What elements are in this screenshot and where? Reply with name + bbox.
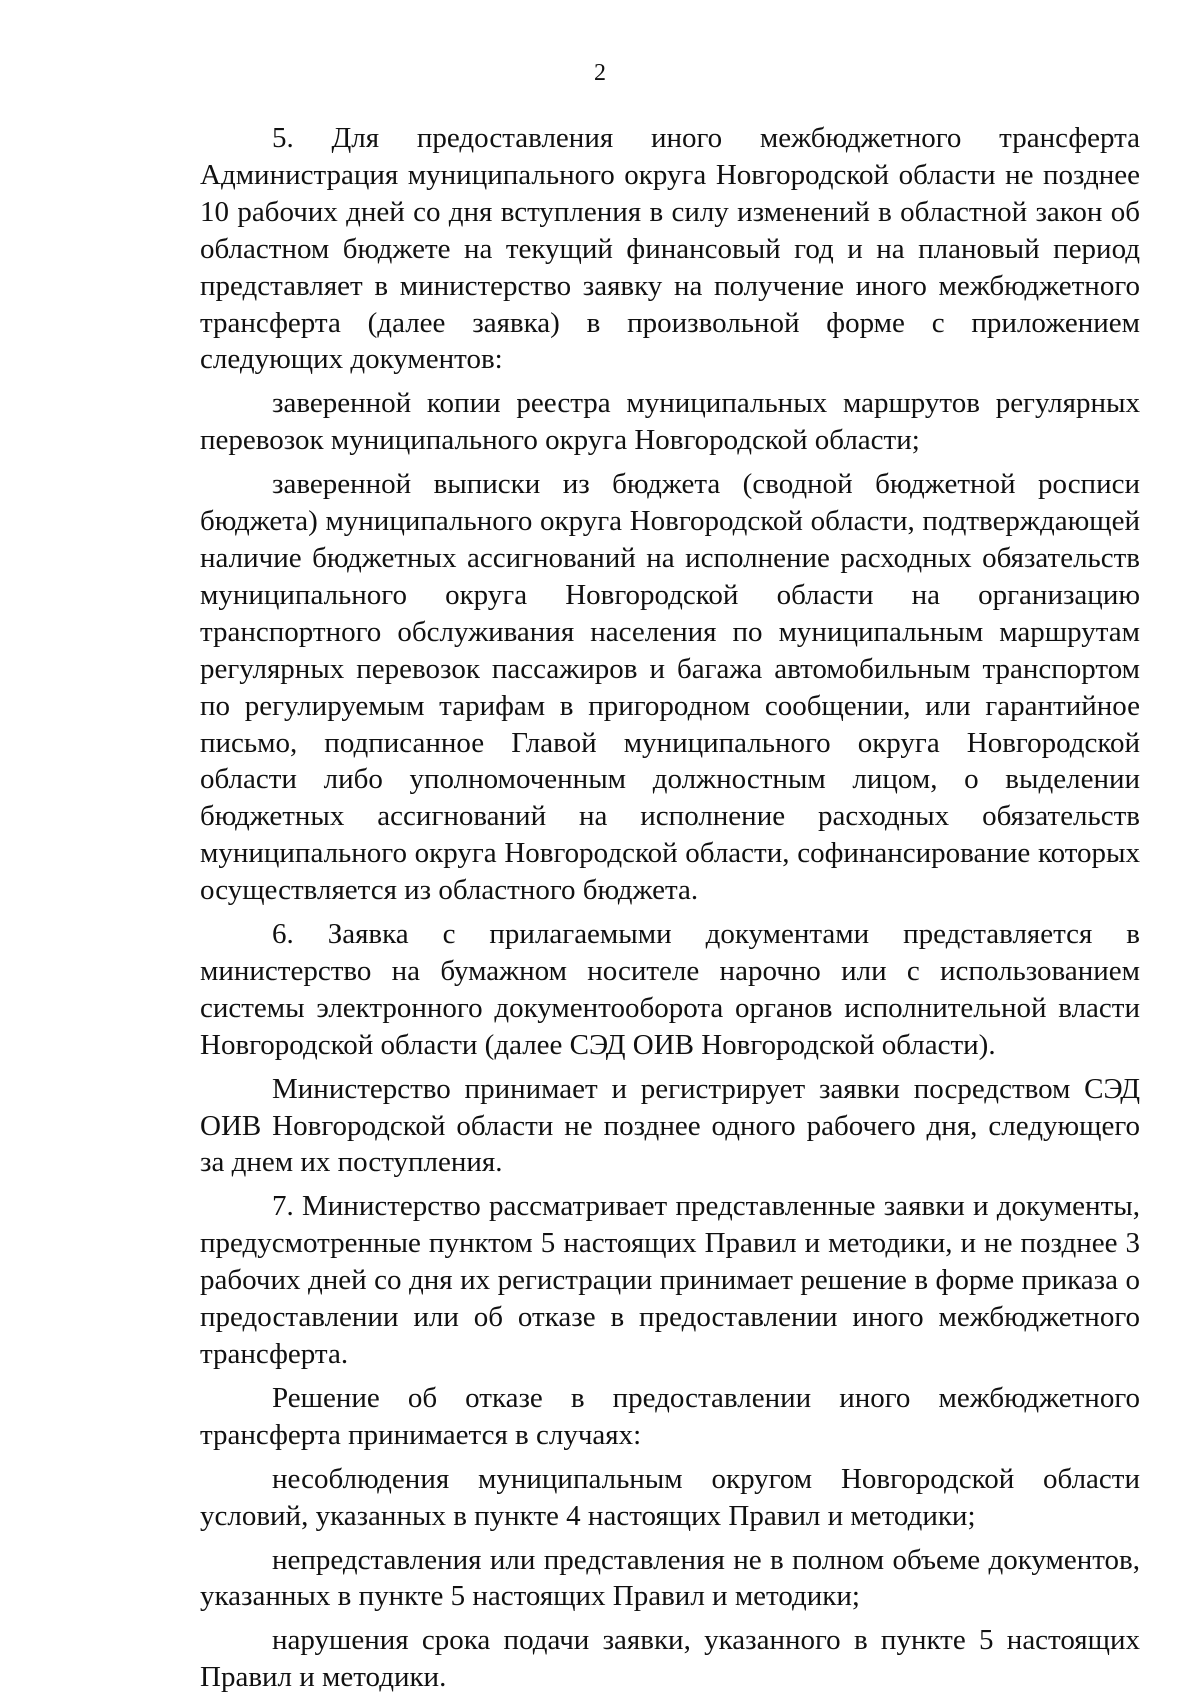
paragraph-refusal-case-3: нарушения срока подачи заявки, указанного в пункте 5 настоящих Правил и методики. [200, 1624, 1140, 1694]
paragraph-refusal-case-1: несоблюдения муниципальным округом Новгородской области условий, указанных в пункте 4 настоящих Правил и методики; [200, 1462, 1140, 1532]
paragraph-item-7: 7. Министерство рассматривает представленные заявки и документы, предусмотренные пунктом 5 настоящих Правил и методики, и не позднее 3 рабочих дней со дня их регистрации принимает решение в форме приказа о предоставлении или об отказе в предоставлении иного межбюджетного трансферта. [200, 1190, 1140, 1370]
paragraph-budget-extract: заверенной выписки из бюджета (сводной бюджетной росписи бюджета) муниципального округа Новгородской области, подтверждающей наличие бюджетных ассигнований на исполнение расходных обязательств муниципального округа Новгородской области на организацию транспортного обслуживания населения по муниципальным маршрутам регулярных перевозок пассажиров и багажа автомобильным транспортом по регулируемым тарифам в пригородном сообщении, или гарантийное письмо, подписанное Главой муниципального округа Новгородской области либо уполномоченным должностным лицом, о выделении бюджетных ассигнований на исполнение расходных обязательств муниципального округа Новгородской области, софинансирование которых осуществляется из областного бюджета. [200, 468, 1140, 907]
paragraph-registration: Министерство принимает и регистрирует заявки посредством СЭД ОИВ Новгородской области не позднее одного рабочего дня, следующего за днем их поступления. [200, 1072, 1140, 1179]
paragraph-item-5: 5. Для предоставления иного межбюджетного трансферта Администрация муниципального округа Новгородской области не позднее 10 рабочих дней со дня вступления в силу изменений в областной закон об областном бюджете на текущий финансовый год и на плановый период представляет в министерство заявку на получение иного межбюджетного трансферта (далее заявка) в произвольной форме с приложением следующих документов: [200, 122, 1140, 376]
page-number: 2 [594, 60, 606, 86]
document-body [200, 120, 1140, 1696]
paragraph-refusal-intro: Решение об отказе в предоставлении иного межбюджетного трансферта принимается в случаях: [200, 1381, 1140, 1451]
paragraph-registry-copy: заверенной копии реестра муниципальных маршрутов регулярных перевозок муниципального округа Новгородской области; [200, 387, 1140, 457]
paragraph-item-6: 6. Заявка с прилагаемыми документами представляется в министерство на бумажном носителе нарочно или с использованием системы электронного документооборота органов исполнительной власти Новгородской области (далее СЭД ОИВ Новгородской области). [200, 918, 1140, 1061]
paragraph-refusal-case-2: непредставления или представления не в полном объеме документов, указанных в пункте 5 настоящих Правил и методики; [200, 1543, 1140, 1613]
